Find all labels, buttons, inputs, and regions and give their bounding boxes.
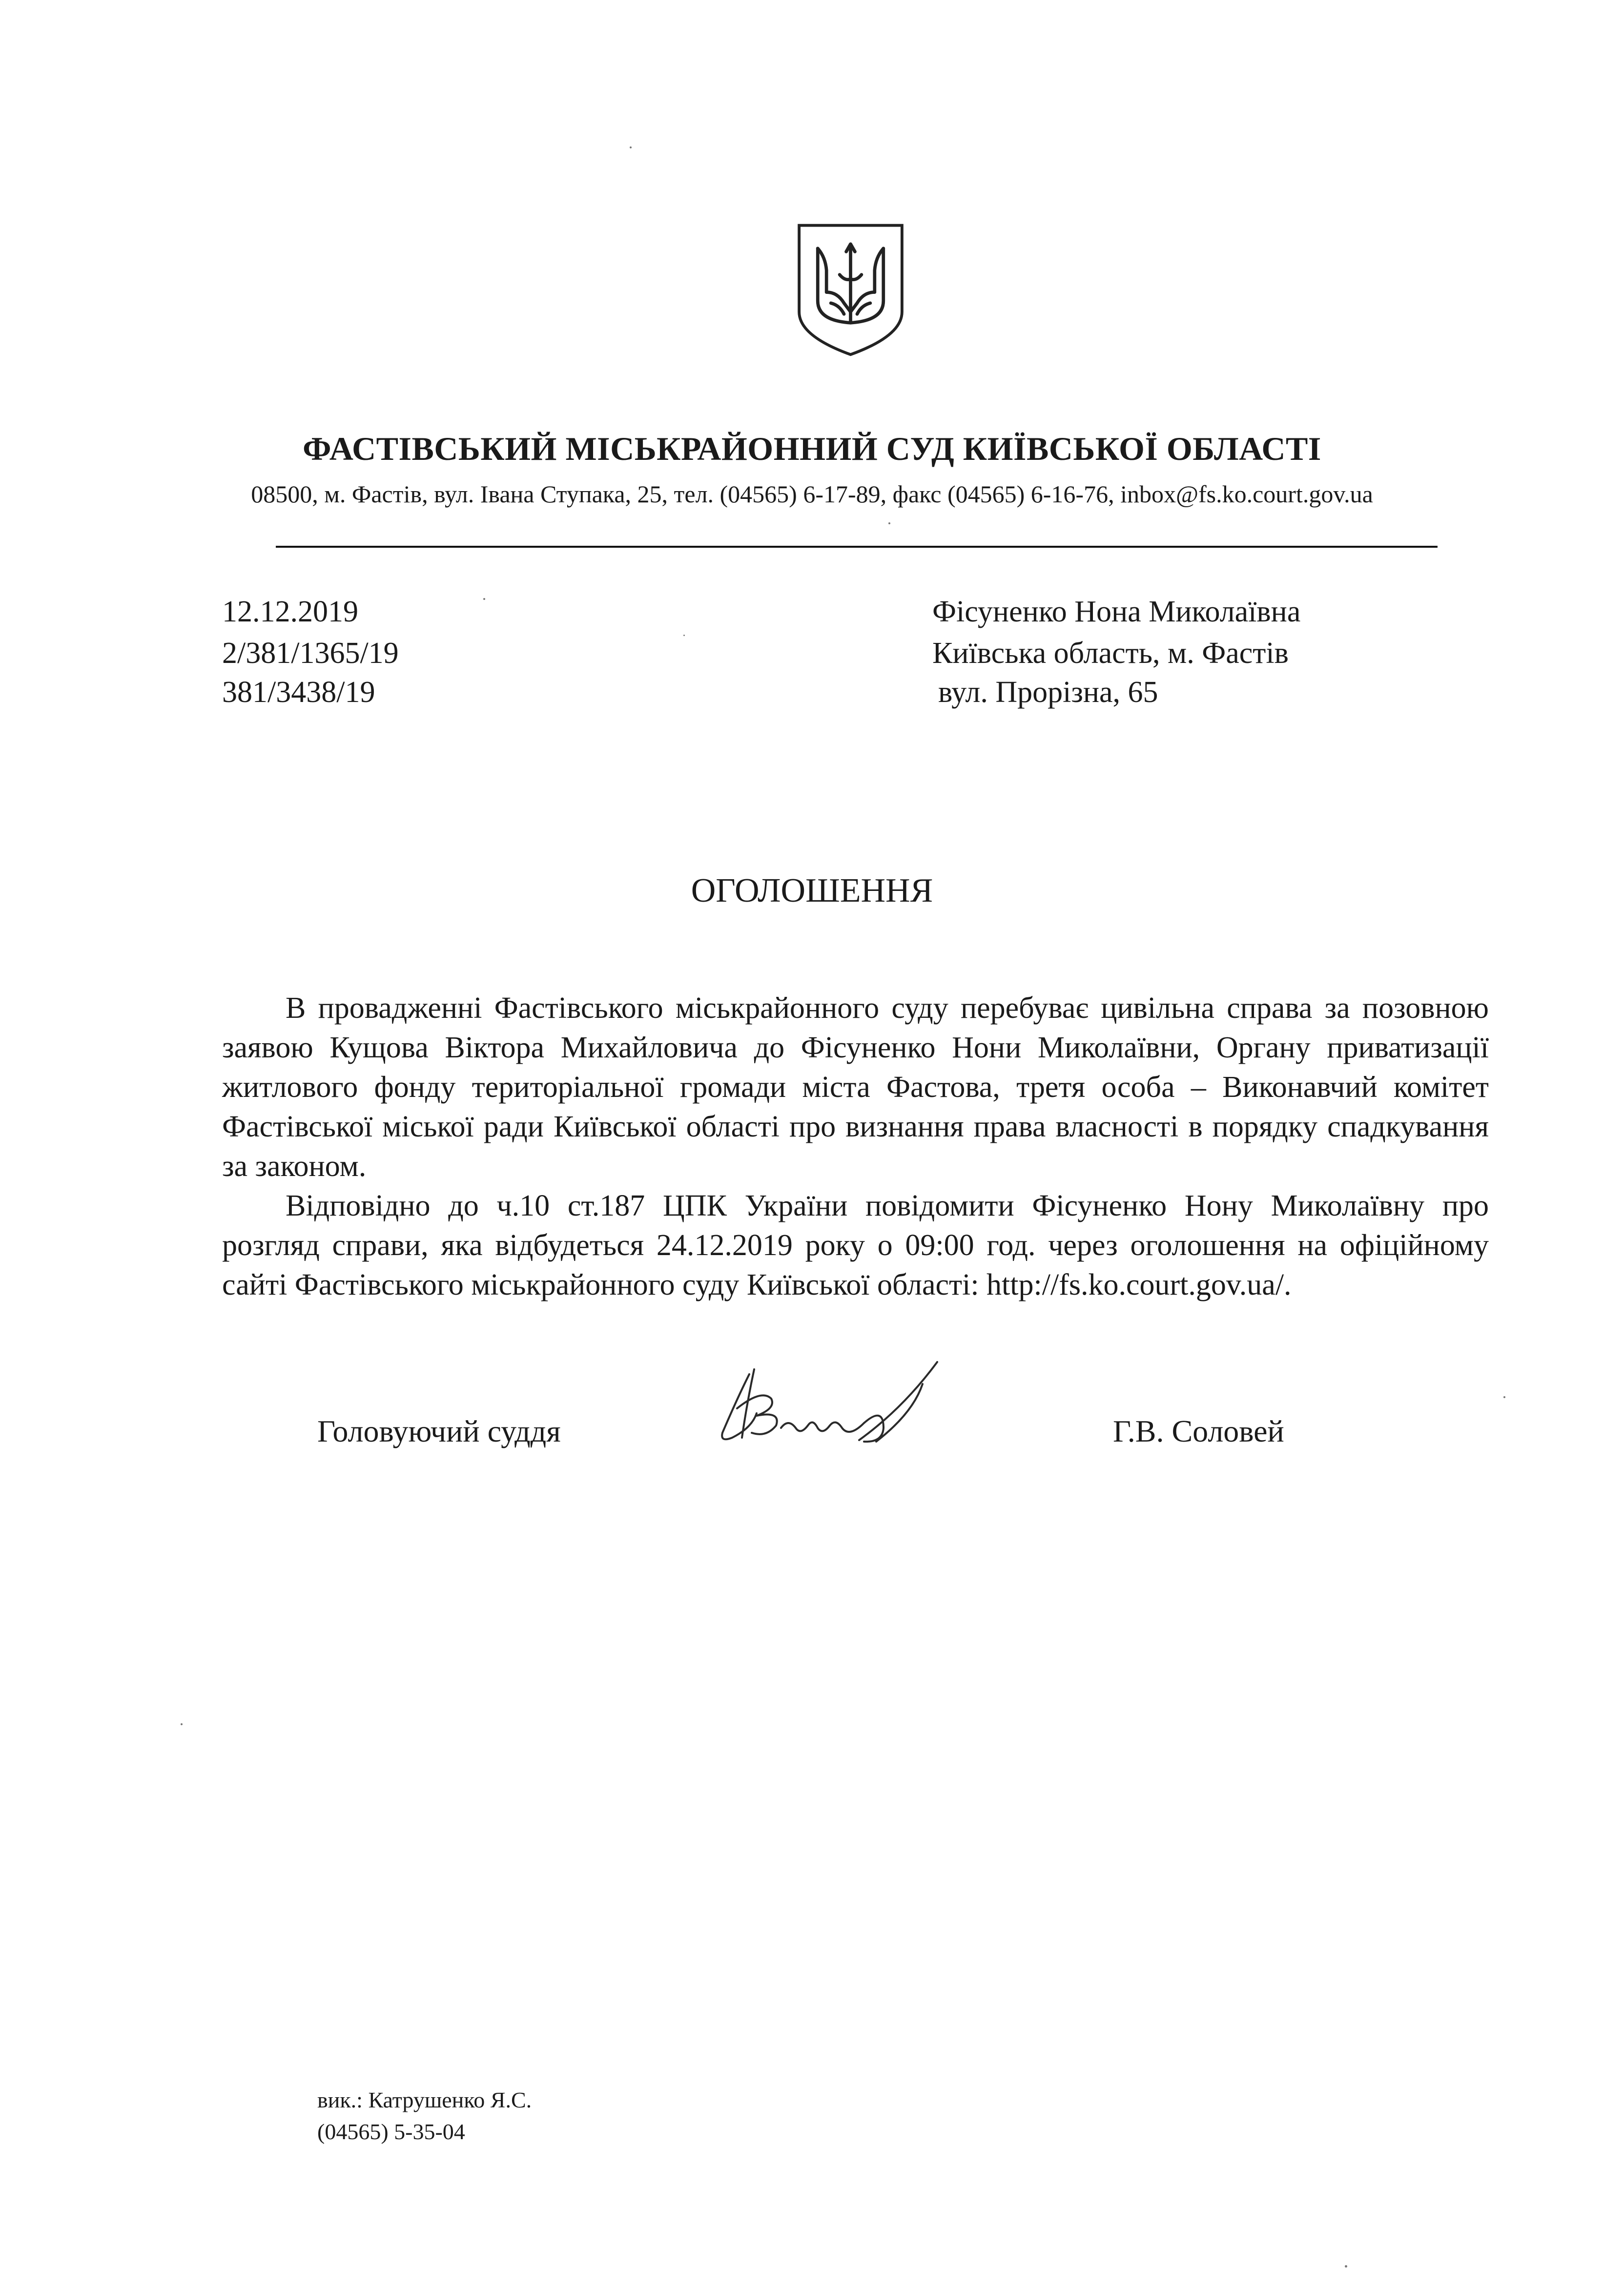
signatory-role: Головуючий суддя (317, 1414, 561, 1448)
handwritten-signature (708, 1355, 952, 1460)
case-number: 381/3438/19 (222, 676, 375, 709)
scan-speck (1345, 2265, 1347, 2268)
trident-coat-of-arms-icon (796, 222, 905, 358)
scan-speck (888, 522, 890, 524)
notice-paragraph-2: Відповідно до ч.10 ст.187 ЦПК України повідомити Фісуненко Нону Миколаївну про розгляд справи, яка відбудеться 24.12.2019 року о 09:00 год. через оголошення на офіційному сайті Фастівського міськрайонного суду Київської області: http://fs.ko.court.gov.ua/. (222, 1189, 1489, 1301)
document-date: 12.12.2019 (222, 595, 358, 628)
executor-name: вик.: Катрушенко Я.С. (317, 2087, 532, 2112)
scan-speck (683, 635, 685, 636)
executor-phone: (04565) 5-35-04 (317, 2119, 465, 2144)
recipient-name: Фісуненко Нона Миколаївна (932, 595, 1301, 628)
recipient-city: Київська область, м. Фастів (932, 637, 1289, 670)
court-name: ФАСТІВСЬКИЙ МІСЬКРАЙОННИЙ СУД КИЇВСЬКОЇ ОБЛАСТІ (303, 430, 1321, 467)
notice-body (222, 989, 1489, 1305)
header-divider (276, 546, 1438, 548)
scan-speck (630, 146, 632, 148)
scan-speck (483, 598, 485, 600)
notice-paragraph-1: В провадженні Фастівського міськрайонного суду перебуває цивільна справа за позовною заявою Кущова Віктора Михайловича до Фісуненко Нони Миколаївни, Органу приватизації житлового фонду територіальної громади міста Фастова, третя особа – Виконавчий комітет Фастівської міської ради Київської області про визнання права власності в порядку спадкування за законом. (222, 991, 1489, 1183)
outgoing-number: 2/381/1365/19 (222, 637, 399, 670)
notice-heading: ОГОЛОШЕННЯ (691, 872, 933, 909)
scan-speck (1503, 1396, 1505, 1398)
court-contacts: 08500, м. Фастів, вул. Івана Ступака, 25, тел. (04565) 6-17-89, факс (04565) 6-16-76, inbox@fs.ko.court.gov.ua (251, 480, 1373, 508)
signatory-name: Г.В. Соловей (1113, 1414, 1284, 1448)
scan-speck (181, 1723, 183, 1725)
recipient-street: вул. Прорізна, 65 (938, 676, 1158, 709)
